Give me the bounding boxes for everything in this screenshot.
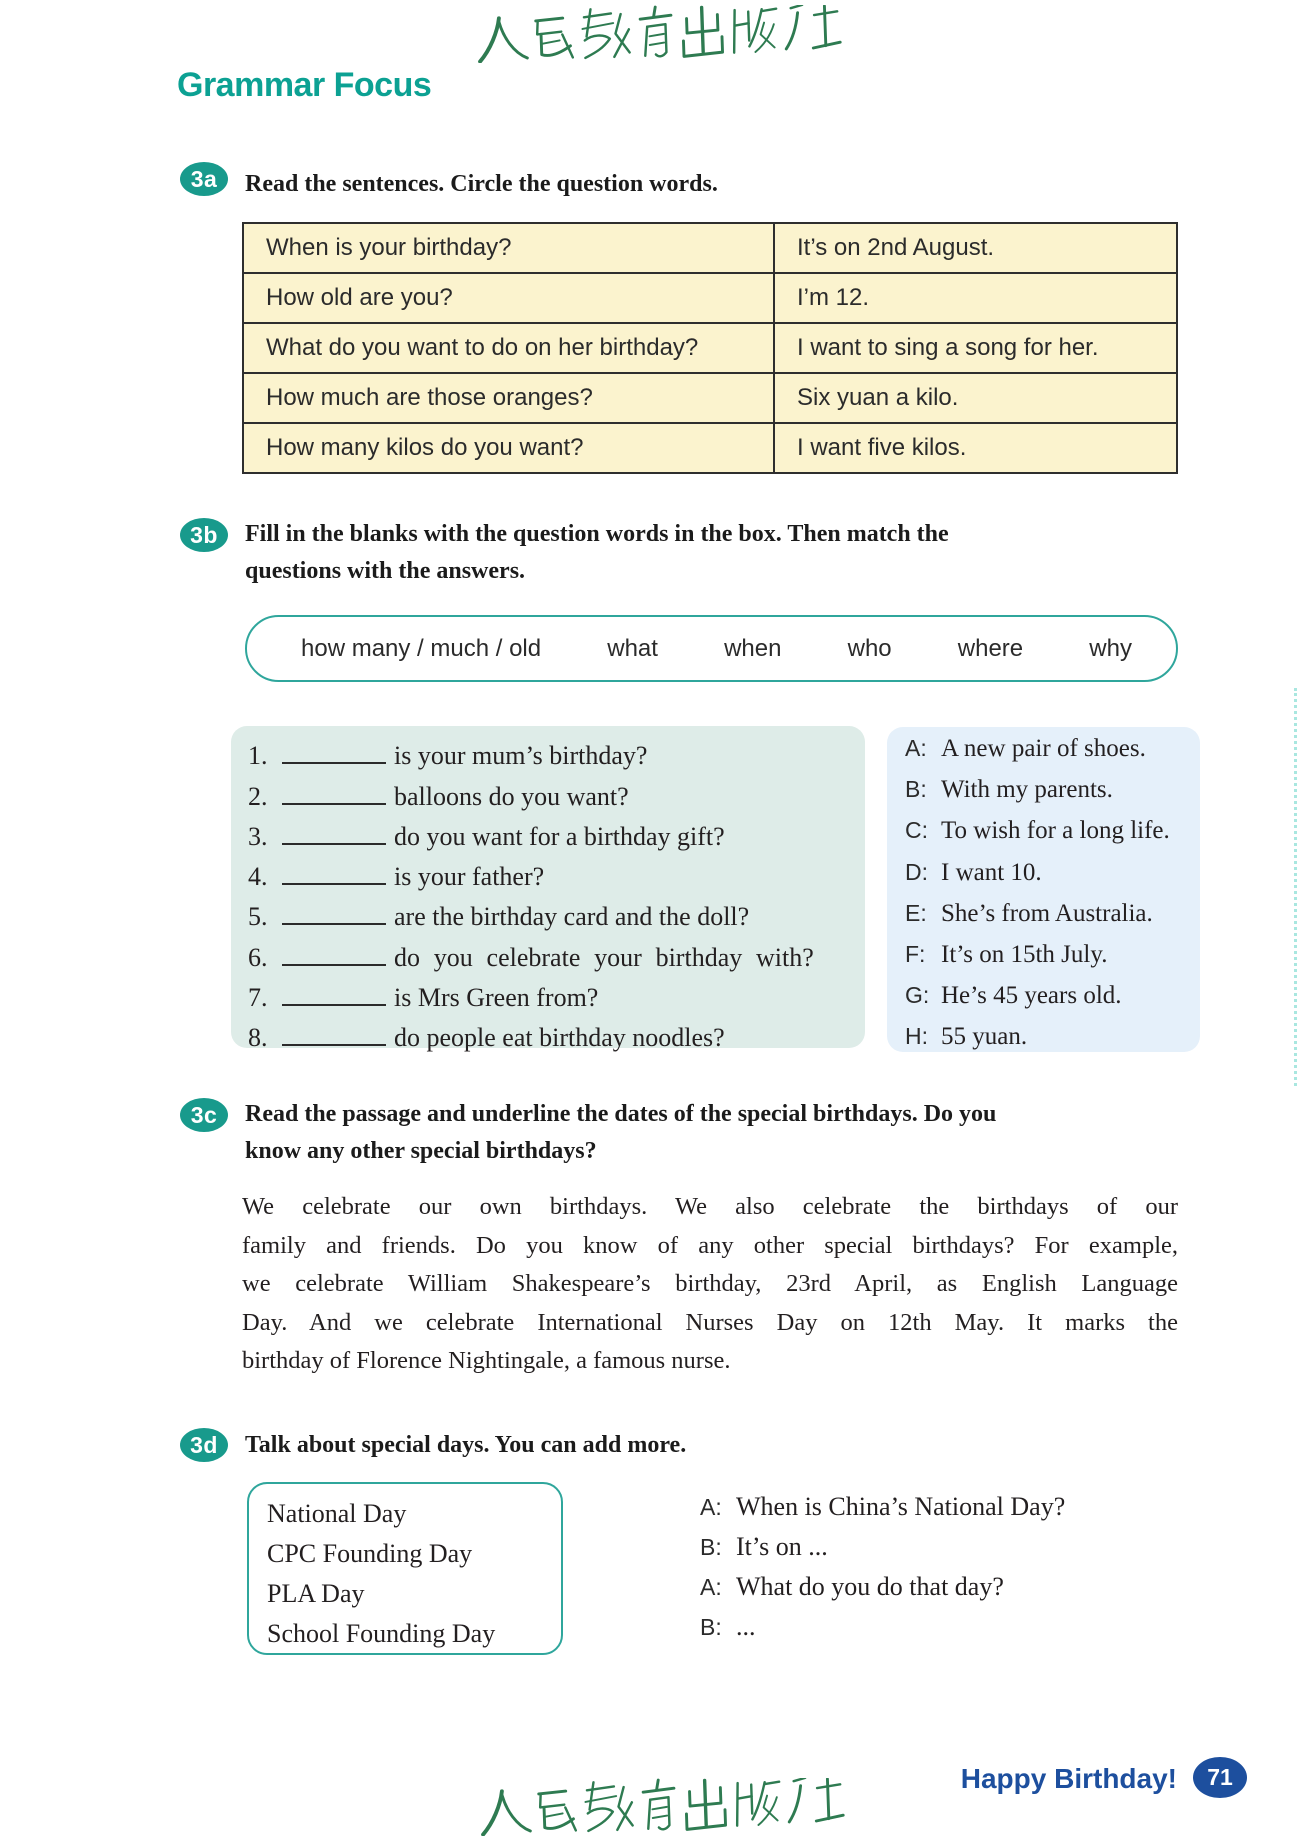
section-3b-badge: 3b xyxy=(180,518,228,552)
word-option: where xyxy=(957,634,1024,662)
section-3c-instruction xyxy=(245,1096,996,1170)
question-item xyxy=(248,977,865,1017)
instruction-line: know any other special birthdays? xyxy=(245,1138,597,1164)
special-day: PLA Day xyxy=(267,1579,365,1608)
calligraphy-icon xyxy=(470,5,850,63)
table-row xyxy=(244,424,1176,472)
table-question: When is your birthday? xyxy=(244,224,775,272)
answer-item xyxy=(905,776,1200,817)
question-number: 8. xyxy=(248,1023,268,1053)
table-row xyxy=(244,224,1176,274)
section-3c-badge: 3c xyxy=(180,1098,228,1132)
speaker-label: A: xyxy=(700,1574,722,1600)
fill-in-blank xyxy=(282,896,386,925)
questions-panel xyxy=(231,726,865,1053)
answer-item xyxy=(905,817,1200,858)
fill-in-blank xyxy=(282,856,386,885)
question-number: 3. xyxy=(248,821,268,851)
question-item xyxy=(248,936,865,976)
question-number: 7. xyxy=(248,983,268,1013)
answer-text: To wish for a long life. xyxy=(941,817,1170,845)
table-answer: I’m 12. xyxy=(797,284,870,311)
answer-label: D: xyxy=(905,858,928,885)
special-day: National Day xyxy=(267,1499,407,1528)
unit-title: Happy Birthday! xyxy=(960,1763,1177,1794)
question-item xyxy=(248,775,865,815)
answer-text: 55 yuan. xyxy=(941,1023,1028,1051)
section-3a-badge: 3a xyxy=(180,162,228,196)
fill-in-blank xyxy=(282,936,386,965)
table-answer: I want to sing a song for her. xyxy=(797,334,1099,361)
answer-label: G: xyxy=(905,982,930,1009)
answer-label: A: xyxy=(905,735,927,761)
dialogue-line xyxy=(700,1532,1065,1572)
answer-label: F: xyxy=(905,940,926,967)
question-text: is your mum’s birthday? xyxy=(394,741,648,771)
answer-text: I want 10. xyxy=(941,858,1042,886)
answer-item xyxy=(905,941,1200,982)
answer-item xyxy=(905,982,1200,1023)
dialogue-text: ... xyxy=(736,1612,756,1641)
question-text: are the birthday card and the doll? xyxy=(394,902,750,932)
fill-in-blank xyxy=(282,775,386,804)
dialogue xyxy=(700,1492,1065,1652)
question-text: balloons do you want? xyxy=(394,781,629,811)
word-option: how many / much / old xyxy=(301,634,542,662)
reading-passage xyxy=(242,1188,1178,1381)
table-answer: Six yuan a kilo. xyxy=(797,384,959,411)
special-day: School Founding Day xyxy=(267,1619,496,1648)
word-option: who xyxy=(847,634,892,662)
instruction-line: questions with the answers. xyxy=(245,558,526,584)
speaker-label: A: xyxy=(700,1494,722,1520)
answer-item xyxy=(905,859,1200,900)
answer-item xyxy=(905,735,1200,776)
answer-text: It’s on 15th July. xyxy=(941,940,1108,968)
table-row xyxy=(244,374,1176,424)
instruction-line: Fill in the blanks with the question words in the box. Then match the xyxy=(245,521,949,547)
instruction-line: Read the passage and underline the dates of the special birthdays. Do you xyxy=(245,1101,997,1127)
answer-label: H: xyxy=(905,1023,928,1050)
fill-in-blank xyxy=(282,816,386,845)
answer-label: C: xyxy=(905,817,928,844)
question-text: do you want for a birthday gift? xyxy=(394,821,725,851)
answer-text: She’s from Australia. xyxy=(941,899,1153,927)
page-title: Grammar Focus xyxy=(177,66,432,104)
perforation-dotted-line xyxy=(1294,688,1297,1086)
passage-line: Day. And we celebrate International Nurses Day on 12th May. It marks the xyxy=(242,1308,1178,1336)
answer-label: E: xyxy=(905,899,927,926)
passage-line: family and friends. Do you know of any other special birthdays? For example, xyxy=(242,1231,1178,1259)
question-item xyxy=(248,896,865,936)
question-item xyxy=(248,816,865,856)
question-text: do people eat birthday noodles? xyxy=(394,1023,725,1053)
qa-table xyxy=(242,222,1178,474)
answer-item xyxy=(905,900,1200,941)
table-row xyxy=(244,324,1176,374)
table-question: What do you want to do on her birthday? xyxy=(244,324,775,372)
answer-label: B: xyxy=(905,776,927,803)
dialogue-line xyxy=(700,1572,1065,1612)
speaker-label: B: xyxy=(700,1614,722,1640)
table-question: How much are those oranges? xyxy=(244,374,775,422)
calligraphy-icon xyxy=(468,1778,858,1836)
question-text: do you celebrate your birthday with? xyxy=(394,942,814,972)
table-question: How many kilos do you want? xyxy=(244,424,775,472)
speaker-label: B: xyxy=(700,1534,722,1560)
question-number: 2. xyxy=(248,781,268,811)
dialogue-line xyxy=(700,1612,1065,1652)
question-text: is your father? xyxy=(394,862,545,892)
publisher-watermark-bottom xyxy=(468,1778,858,1836)
section-3b-instruction xyxy=(245,516,949,590)
table-row xyxy=(244,274,1176,324)
answer-text: With my parents. xyxy=(941,776,1113,804)
question-number: 6. xyxy=(248,942,268,972)
publisher-watermark-top xyxy=(470,5,850,63)
passage-line: birthday of Florence Nightingale, a famous nurse. xyxy=(242,1347,731,1375)
word-option: what xyxy=(607,634,658,662)
word-option: why xyxy=(1089,634,1132,662)
answer-item xyxy=(905,1023,1200,1064)
question-text: is Mrs Green from? xyxy=(394,983,599,1013)
fill-in-blank xyxy=(282,977,386,1006)
table-answer: I want five kilos. xyxy=(797,434,967,461)
fill-in-blank xyxy=(282,735,386,764)
question-item xyxy=(248,856,865,896)
special-days-box xyxy=(247,1482,563,1655)
page-number-badge: 71 xyxy=(1193,1757,1247,1798)
special-day: CPC Founding Day xyxy=(267,1539,473,1568)
section-3a-instruction: Read the sentences. Circle the question words. xyxy=(245,171,718,197)
question-number: 5. xyxy=(248,902,268,932)
table-question: How old are you? xyxy=(244,274,775,322)
answer-text: A new pair of shoes. xyxy=(941,735,1146,762)
question-number: 1. xyxy=(248,741,268,771)
answers-panel xyxy=(887,727,1200,1052)
passage-line: we celebrate William Shakespeare’s birthday, 23rd April, as English Language xyxy=(242,1270,1178,1298)
fill-in-blank xyxy=(282,1017,386,1046)
word-option: when xyxy=(724,634,782,662)
question-words-box xyxy=(245,615,1178,682)
dialogue-text: What do you do that day? xyxy=(736,1572,1004,1601)
dialogue-text: When is China’s National Day? xyxy=(736,1492,1066,1521)
question-number: 4. xyxy=(248,862,268,892)
question-item xyxy=(248,1017,865,1057)
section-3d-instruction: Talk about special days. You can add more. xyxy=(245,1432,687,1458)
answer-text: He’s 45 years old. xyxy=(941,982,1122,1010)
question-item xyxy=(248,735,865,775)
dialogue-text: It’s on ... xyxy=(736,1532,828,1561)
passage-line: We celebrate our own birthdays. We also celebrate the birthdays of our xyxy=(242,1193,1178,1220)
table-answer: It’s on 2nd August. xyxy=(797,234,995,261)
section-3d-badge: 3d xyxy=(180,1428,228,1462)
dialogue-line xyxy=(700,1492,1065,1532)
